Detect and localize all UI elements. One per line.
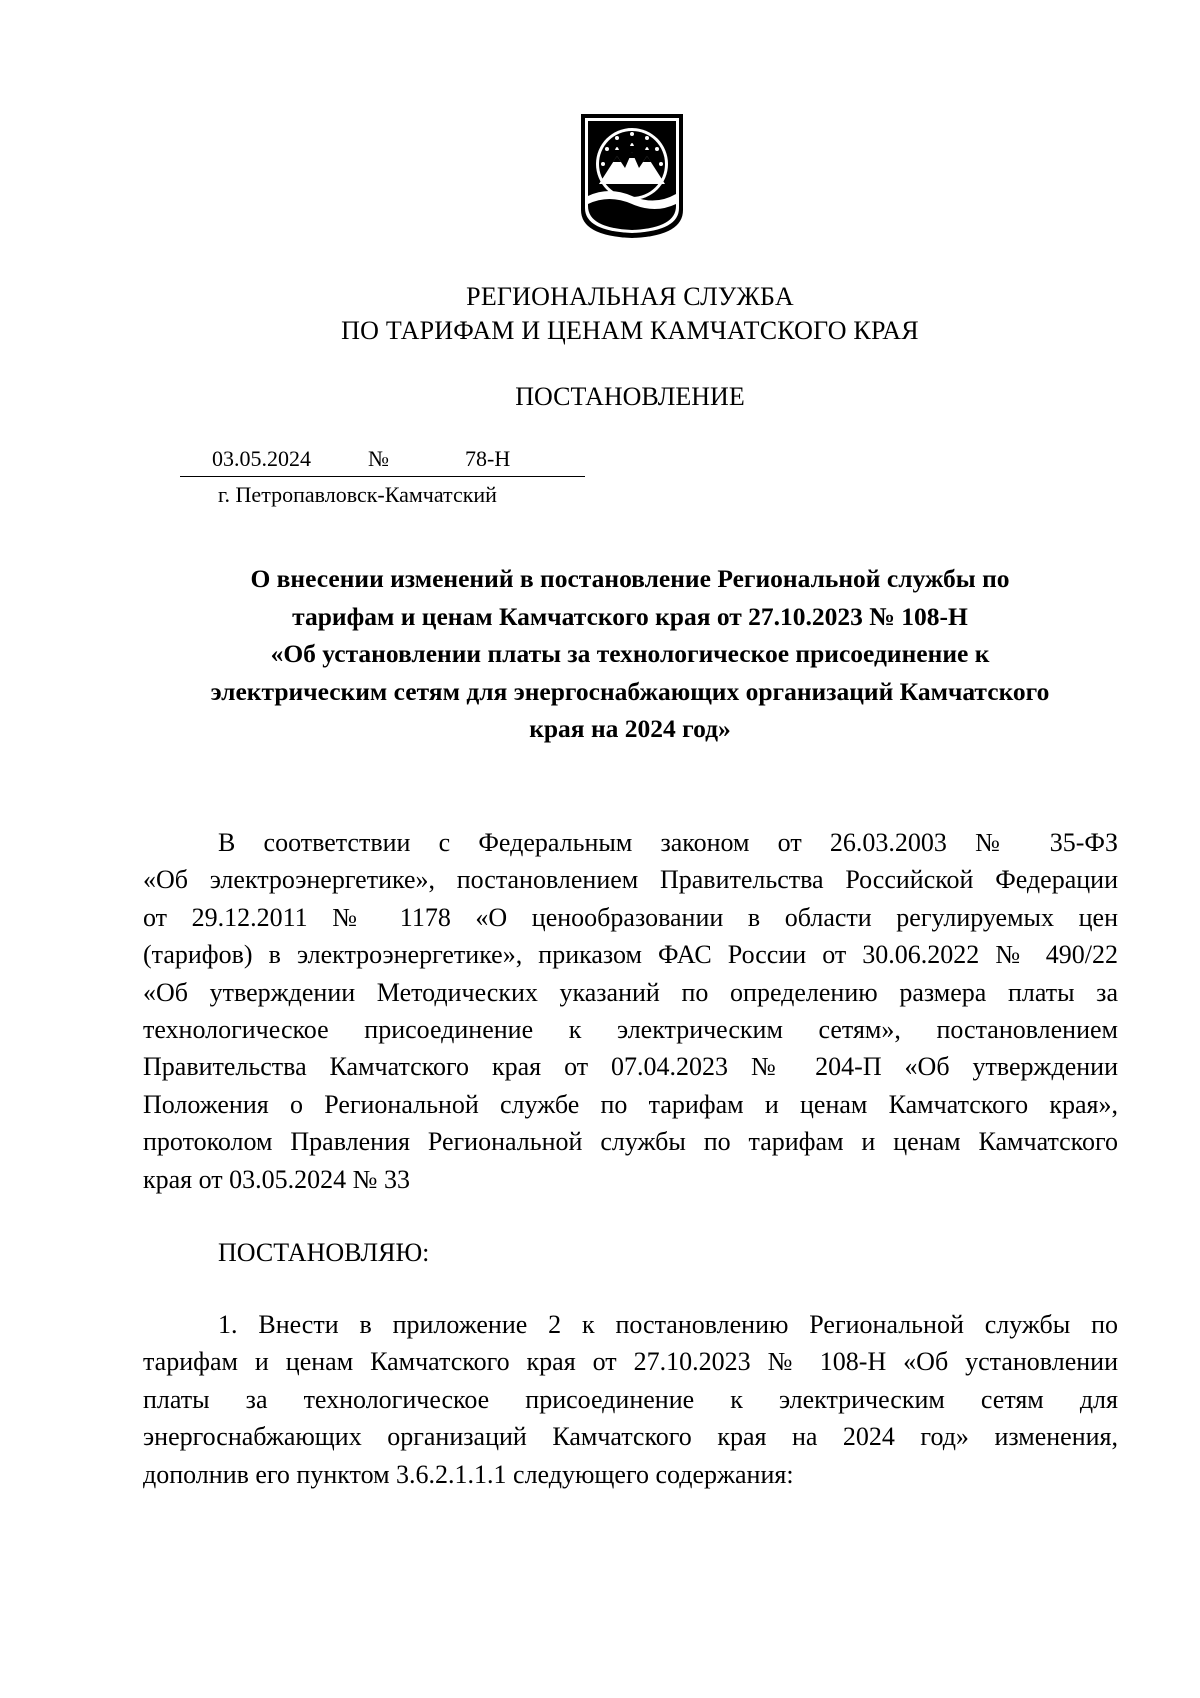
city: г. Петропавловск-Камчатский <box>218 482 497 507</box>
paragraph-line: В соответствии с Федеральным законом от 26.03.2003 № 35-ФЗ <box>218 828 1118 857</box>
kamchatka-coat-of-arms-icon <box>579 112 685 240</box>
paragraph-line: тарифам и ценам Камчатского края от 27.10.2023 № 108-Н «Об установлении <box>143 1347 1118 1377</box>
preamble-paragraph <box>143 824 1118 1198</box>
paragraph-line: технологическое присоединение к электрическим сетям», постановлением <box>143 1014 1118 1044</box>
title-line: О внесении изменений в постановление Региональной службы по <box>250 564 1010 593</box>
title-line: электрическим сетям для энергоснабжающих организаций Камчатского <box>210 676 1050 706</box>
number-label: № <box>368 446 389 471</box>
paragraph-line: энергоснабжающих организаций Камчатского края на 2024 год» изменения, <box>143 1422 1118 1452</box>
organization-name-line-1: РЕГИОНАЛЬНАЯ СЛУЖБА <box>466 282 794 311</box>
organization-name-line-2: ПО ТАРИФАМ И ЦЕНАМ КАМЧАТСКОГО КРАЯ <box>341 316 919 345</box>
document-type: ПОСТАНОВЛЕНИЕ <box>515 382 745 411</box>
paragraph-line: края от 03.05.2024 № 33 <box>143 1164 410 1194</box>
paragraph-line: «Об электроэнергетике», постановлением Правительства Российской Федерации <box>143 865 1118 895</box>
paragraph-line: от 29.12.2011 № 1178 «О ценообразовании в области регулируемых цен <box>143 902 1118 932</box>
title-line: тарифам и ценам Камчатского края от 27.10.2023 № 108-Н <box>292 601 968 631</box>
paragraph-line: дополнив его пунктом 3.6.2.1.1.1 следующего содержания: <box>143 1459 794 1489</box>
paragraph-line: Правительства Камчатского края от 07.04.2023 № 204-П «Об утверждении <box>143 1052 1118 1082</box>
document-title <box>145 560 1115 748</box>
paragraph-line: платы за технологическое присоединение к электрическим сетям для <box>143 1384 1118 1414</box>
title-line: края на 2024 год» <box>529 714 731 743</box>
title-line: «Об установлении платы за технологическое присоединение к <box>270 639 990 668</box>
paragraph-line: (тарифов) в электроэнергетике», приказом ФАС России от 30.06.2022 № 490/22 <box>143 940 1118 970</box>
decree-word: ПОСТАНОВЛЯЮ: <box>218 1238 430 1267</box>
document-date: 03.05.2024 <box>212 446 311 471</box>
paragraph-line: Положения о Региональной службе по тарифам и ценам Камчатского края», <box>143 1089 1118 1119</box>
item-1-paragraph <box>143 1306 1118 1493</box>
paragraph-line: протоколом Правления Региональной службы по тарифам и ценам Камчатского <box>143 1127 1118 1157</box>
paragraph-line: 1. Внести в приложение 2 к постановлению Региональной службы по <box>218 1310 1118 1339</box>
date-number-row <box>180 446 585 477</box>
document-number: 78-Н <box>465 446 511 471</box>
paragraph-line: «Об утверждении Методических указаний по определению размера платы за <box>143 977 1118 1007</box>
